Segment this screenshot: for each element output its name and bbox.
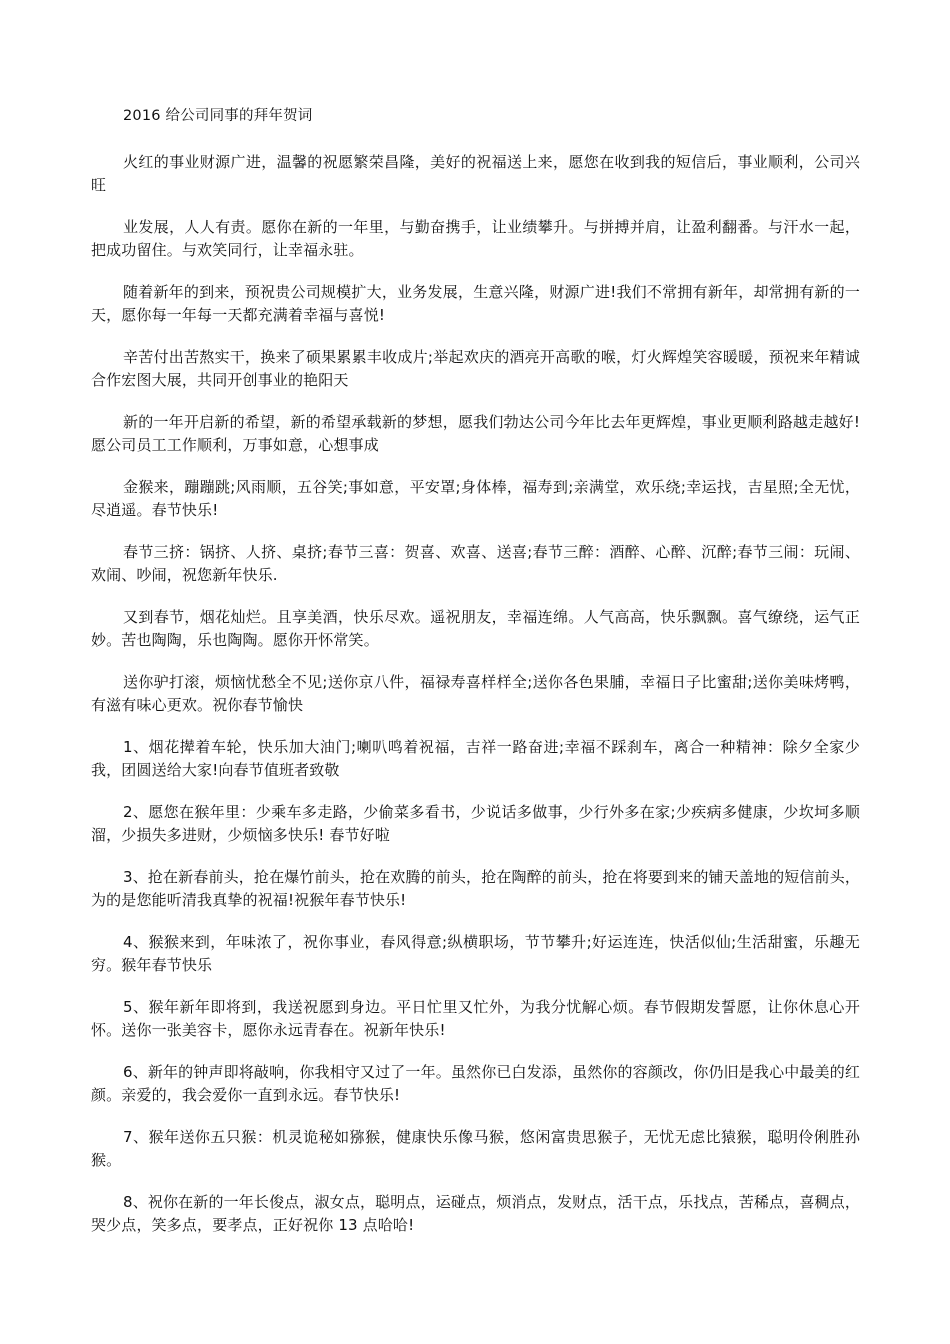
document-page xyxy=(91,103,860,1237)
paragraph: 5、猴年新年即将到，我送祝愿到身边。平日忙里又忙外，为我分忧解心烦。春节假期发誓愿，让你休息心开怀。送你一张美容卡，愿你永远青春在。祝新年快乐! xyxy=(91,998,860,1039)
paragraph: 1、烟花撵着车轮，快乐加大油门;喇叭鸣着祝福，吉祥一路奋进;幸福不踩刹车，离合一种精神：除夕全家少我，团圆送给大家!向春节值班者致敬 xyxy=(91,738,860,779)
paragraph: 8、祝你在新的一年长俊点，淑女点，聪明点，运碰点，烦消点，发财点，活干点，乐找点，苦稀点，喜稠点，哭少点，笑多点，要孝点，正好祝你 13 点哈哈! xyxy=(91,1193,860,1234)
paragraph: 辛苦付出苦熬实干，换来了硕果累累丰收成片;举起欢庆的酒亮开高歌的喉，灯火辉煌笑容暖暖，预祝来年精诚合作宏图大展，共同开创事业的艳阳天 xyxy=(91,348,860,389)
paragraph: 3、抢在新春前头，抢在爆竹前头，抢在欢腾的前头，抢在陶醉的前头，抢在将要到来的铺天盖地的短信前头，为的是您能听清我真挚的祝福!祝猴年春节快乐! xyxy=(91,868,860,909)
paragraph: 6、新年的钟声即将敲响，你我相守又过了一年。虽然你已白发添，虽然你的容颜改，你仍旧是我心中最美的红颜。亲爱的，我会爱你一直到永远。春节快乐! xyxy=(91,1063,860,1104)
paragraph: 送你驴打滚，烦恼忧愁全不见;送你京八件，福禄寿喜样样全;送你各色果脯，幸福日子比蜜甜;送你美味烤鸭，有滋有味心更欢。祝你春节愉快 xyxy=(91,673,860,714)
paragraph: 7、猴年送你五只猴：机灵诡秘如猕猴，健康快乐像马猴，悠闲富贵思猴子，无忧无虑比猿猴，聪明伶俐胜孙猴。 xyxy=(91,1128,860,1169)
paragraph: 2、愿您在猴年里：少乘车多走路，少偷菜多看书，少说话多做事，少行外多在家;少疾病多健康，少坎坷多顺溜，少损失多进财，少烦恼多快乐! 春节好啦 xyxy=(91,803,860,844)
paragraph: 又到春节，烟花灿烂。且享美酒，快乐尽欢。遥祝朋友，幸福连绵。人气高高，快乐飘飘。喜气缭绕，运气正妙。苦也陶陶，乐也陶陶。愿你开怀常笑。 xyxy=(91,608,860,649)
document-title: 2016 给公司同事的拜年贺词 xyxy=(123,108,313,124)
paragraph: 春节三挤：锅挤、人挤、桌挤;春节三喜：贺喜、欢喜、送喜;春节三醉：酒醉、心醉、沉醉;春节三闹：玩闹、欢闹、吵闹，祝您新年快乐. xyxy=(91,543,860,584)
paragraph: 随着新年的到来，预祝贵公司规模扩大，业务发展，生意兴隆，财源广进!我们不常拥有新年，却常拥有新的一天，愿你每一年每一天都充满着幸福与喜悦! xyxy=(91,283,860,324)
paragraph: 新的一年开启新的希望，新的希望承载新的梦想，愿我们勃达公司今年比去年更辉煌，事业更顺利路越走越好!愿公司员工工作顺利，万事如意，心想事成 xyxy=(91,413,860,454)
paragraph: 金猴来，蹦蹦跳;风雨顺，五谷笑;事如意，平安罩;身体棒，福寿到;亲满堂，欢乐绕;幸运找，吉星照;全无忧，尽逍遥。春节快乐! xyxy=(91,478,860,519)
paragraph: 业发展，人人有责。愿你在新的一年里，与勤奋携手，让业绩攀升。与拼搏并肩，让盈利翻番。与汗水一起，把成功留住。与欢笑同行，让幸福永驻。 xyxy=(91,218,860,259)
paragraph: 火红的事业财源广进，温馨的祝愿繁荣昌隆，美好的祝福送上来，愿您在收到我的短信后，事业顺利，公司兴旺 xyxy=(91,153,860,194)
paragraph: 4、猴猴来到，年味浓了，祝你事业，春风得意;纵横职场，节节攀升;好运连连，快活似仙;生活甜蜜，乐趣无穷。猴年春节快乐 xyxy=(91,933,860,974)
